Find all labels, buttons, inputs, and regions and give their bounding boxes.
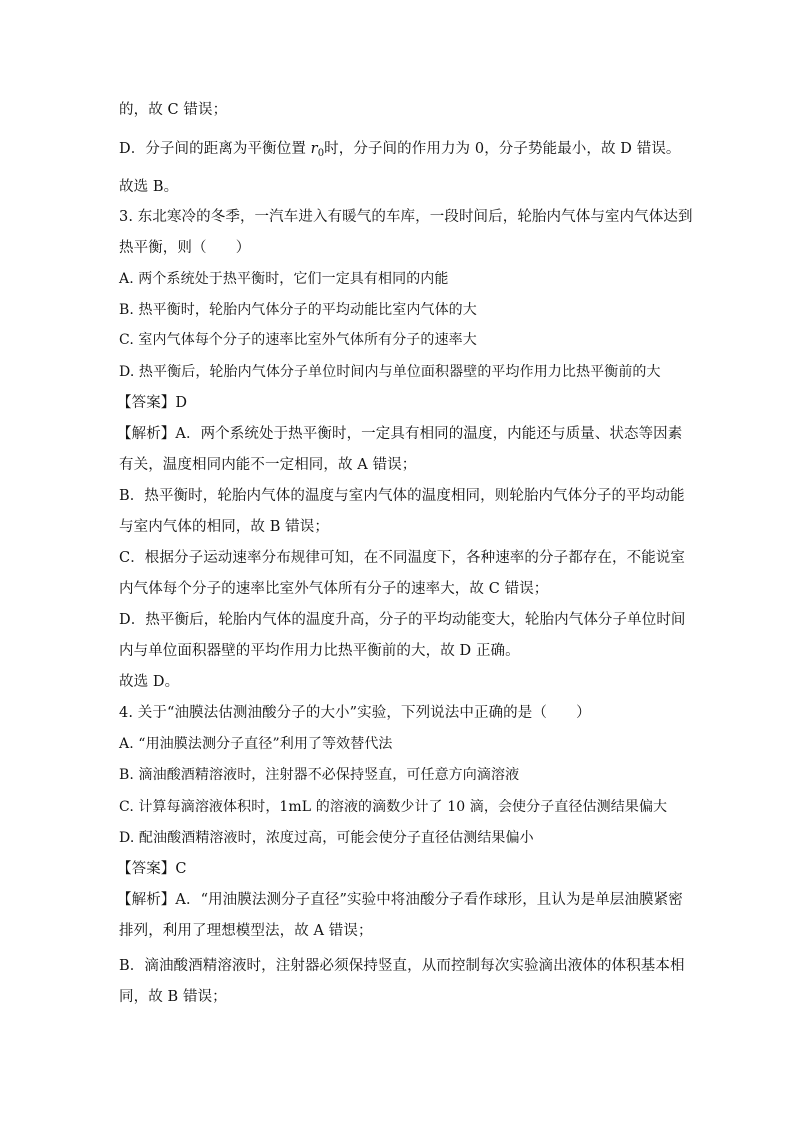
option-b: B. 热平衡时，轮胎内气体分子的平均动能比室内气体的大 xyxy=(119,302,477,318)
option-c: C. 计算每滴溶液体积时，1mL 的溶液的滴数少计了 10 滴，会使分子直径估测结果偏大 xyxy=(119,799,668,815)
analysis-line: 【解析】A．“用油膜法测分子直径”实验中将油酸分子看作球形，且认为是单层油膜紧密 xyxy=(117,892,683,908)
text-line: 的，故 C 错误； xyxy=(119,102,228,118)
text-line: 故选 B。 xyxy=(119,179,179,195)
analysis-line: 有关，温度相同内能不一定相同，故 A 错误； xyxy=(119,457,417,473)
option-b: B. 滴油酸酒精溶液时，注射器不必保持竖直，可任意方向滴溶液 xyxy=(119,767,520,783)
math-subscript: 0 xyxy=(317,148,325,159)
option-a: A. 两个系统处于热平衡时，它们一定具有相同的内能 xyxy=(119,271,449,287)
analysis-line: C．根据分子运动速率分布规律可知，在不同温度下，各种速率的分子都存在，不能说室 xyxy=(119,550,685,566)
question-stem: 4. 关于“油膜法估测油酸分子的大小”实验，下列说法中正确的是（ ） xyxy=(119,705,591,721)
analysis-line: B．热平衡时，轮胎内气体的温度与室内气体的温度相同，则轮胎内气体分子的平均动能 xyxy=(119,488,685,504)
analysis-line: 同，故 B 错误； xyxy=(119,989,227,1005)
conclusion-line: 故选 D。 xyxy=(119,674,180,690)
analysis-line: 内气体每个分子的速率比室外气体所有分子的速率大，故 C 错误； xyxy=(119,581,549,597)
option-a: A. “用油膜法测分子直径”利用了等效替代法 xyxy=(119,736,393,752)
analysis-line: 排列，利用了理想模型法，故 A 错误； xyxy=(119,923,373,939)
option-d: D. 配油酸酒精溶液时，浓度过高，可能会使分子直径估测结果偏小 xyxy=(119,830,534,846)
text-segment: 时，分子间的作用力为 0，分子势能最小，故 D 错误。 xyxy=(324,141,681,157)
option-c: C. 室内气体每个分子的速率比室外气体所有分子的速率大 xyxy=(119,332,477,348)
analysis-line: B．滴油酸酒精溶液时，注射器必须保持竖直，从而控制每次实验滴出液体的体积基本相 xyxy=(119,958,685,974)
analysis-line: 与室内气体的相同，故 B 错误； xyxy=(119,519,329,535)
analysis-line: 内与单位面积器壁的平均作用力比热平衡前的大，故 D 正确。 xyxy=(119,643,520,659)
analysis-line: D．热平衡后，轮胎内气体的温度升高，分子的平均动能变大，轮胎内气体分子单位时间 xyxy=(119,612,686,628)
analysis-line: 【解析】A．两个系统处于热平衡时，一定具有相同的温度，内能还与质量、状态等因素 xyxy=(117,426,683,442)
text-line-r0 xyxy=(119,139,681,159)
text-segment: D．分子间的距离为平衡位置 xyxy=(119,141,311,157)
answer-line: 【答案】C xyxy=(117,861,187,877)
answer-line: 【答案】D xyxy=(117,395,188,411)
option-d: D. 热平衡后，轮胎内气体分子单位时间内与单位面积器壁的平均作用力比热平衡前的大 xyxy=(119,364,661,380)
question-stem: 热平衡，则（ ） xyxy=(119,240,251,256)
question-stem: 3. 东北寒冷的冬季，一汽车进入有暖气的车库，一段时间后，轮胎内气体与室内气体达到 xyxy=(119,209,693,225)
math-variable: r xyxy=(310,141,318,157)
